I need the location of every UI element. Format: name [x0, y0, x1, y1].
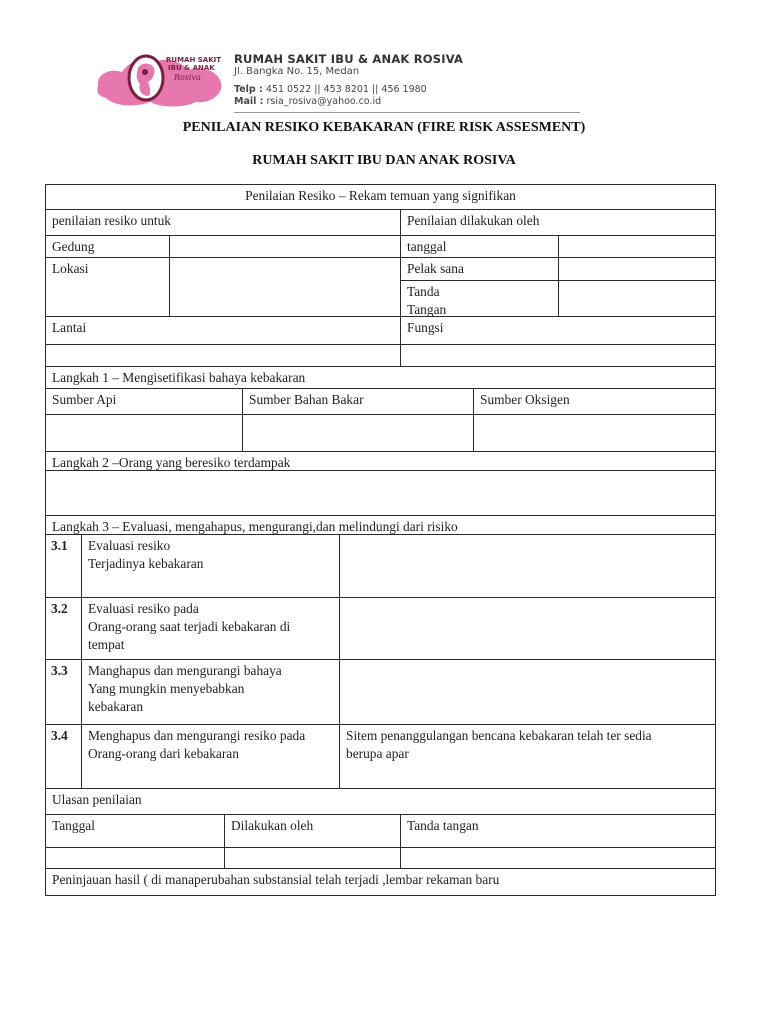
logo-text-1: RUMAH SAKIT [166, 56, 222, 64]
date-label: tanggal [400, 235, 559, 258]
review-header: Ulasan penilaian [45, 788, 716, 815]
item-3-2-note[interactable] [339, 597, 716, 660]
item-3-3-text: Manghapus dan mengurangi bahaya Yang mungkin menyebabkan kebakaran [81, 659, 340, 725]
function-label: Fungsi [400, 316, 716, 345]
executor-field[interactable] [558, 257, 716, 281]
hospital-mail [234, 96, 381, 107]
review-signature-field[interactable] [400, 847, 716, 869]
floor-field[interactable] [45, 344, 401, 367]
location-field[interactable] [169, 257, 401, 317]
letterhead-divider [234, 112, 580, 113]
review-date-label: Tanggal [45, 814, 225, 848]
item-3-4-number: 3.4 [45, 724, 82, 789]
item-3-4-note[interactable]: Sitem penanggulangan bencana kebakaran telah ter sedia berupa apar [339, 724, 716, 789]
step2-header: Langkah 2 –Orang yang beresiko terdampak [45, 451, 716, 471]
mail-label: Mail : [234, 96, 264, 107]
document-title: PENILAIAN RESIKO KEBAKARAN (FIRE RISK ASSESMENT) [182, 120, 586, 135]
phone-numbers: 451 0522 || 453 8201 || 456 1980 [265, 84, 427, 95]
document-subtitle: RUMAH SAKIT IBU DAN ANAK ROSIVA [252, 153, 516, 168]
step1-header: Langkah 1 – Mengisetifikasi bahaya kebakaran [45, 366, 716, 389]
hospital-name: RUMAH SAKIT IBU & ANAK ROSIVA [234, 52, 464, 66]
item-3-1-number: 3.1 [45, 534, 82, 598]
floor-label: Lantai [45, 316, 401, 345]
assessed-by-label: Penilaian dilakukan oleh [400, 209, 716, 236]
oxygen-source-label: Sumber Oksigen [473, 388, 716, 415]
item-3-1-text: Evaluasi resiko Terjadinya kebakaran [81, 534, 340, 598]
step3-header: Langkah 3 – Evaluasi, mengahapus, mengurangi,dan melindungi dari risiko [45, 515, 716, 535]
item-3-4-text: Menghapus dan mengurangi resiko pada Orang-orang dari kebakaran [81, 724, 340, 789]
phone-label: Telp : [234, 84, 263, 95]
item-3-2-text: Evaluasi resiko pada Orang-orang saat terjadi kebakaran di tempat [81, 597, 340, 660]
people-at-risk-field[interactable] [45, 470, 716, 516]
fuel-source-field[interactable] [242, 414, 474, 452]
item-3-1-note[interactable] [339, 534, 716, 598]
review-result-row: Peninjauan hasil ( di manaperubahan substansial telah terjadi ,lembar rekaman baru [45, 868, 716, 896]
executor-label: Pelak sana [400, 257, 559, 281]
building-label: Gedung [45, 235, 170, 258]
fire-source-label: Sumber Api [45, 388, 243, 415]
function-field[interactable] [400, 344, 716, 367]
review-date-field[interactable] [45, 847, 225, 869]
fuel-source-label: Sumber Bahan Bakar [242, 388, 474, 415]
item-3-3-number: 3.3 [45, 659, 82, 725]
hospital-address: Jl. Bangka No. 15, Medan [234, 66, 360, 77]
item-3-2-number: 3.2 [45, 597, 82, 660]
hospital-phone [234, 84, 427, 95]
signature-field[interactable] [558, 280, 716, 317]
hospital-logo [92, 46, 232, 108]
form-header: Penilaian Resiko – Rekam temuan yang signifikan [45, 184, 716, 210]
fire-source-field[interactable] [45, 414, 243, 452]
review-signature-label: Tanda tangan [400, 814, 716, 848]
review-by-field[interactable] [224, 847, 401, 869]
logo-script: Rosiva [174, 73, 201, 82]
date-field[interactable] [558, 235, 716, 258]
location-label: Lokasi [45, 257, 170, 317]
review-by-label: Dilakukan oleh [224, 814, 401, 848]
letterhead [92, 46, 492, 118]
oxygen-source-field[interactable] [473, 414, 716, 452]
mail-address: rsia_rosiva@yahoo.co.id [266, 96, 382, 107]
signature-label: Tanda Tangan [400, 280, 559, 317]
item-3-3-note[interactable] [339, 659, 716, 725]
logo-text-2: IBU & ANAK [168, 64, 215, 72]
assessment-for-label: penilaian resiko untuk [45, 209, 401, 236]
building-field[interactable] [169, 235, 401, 258]
